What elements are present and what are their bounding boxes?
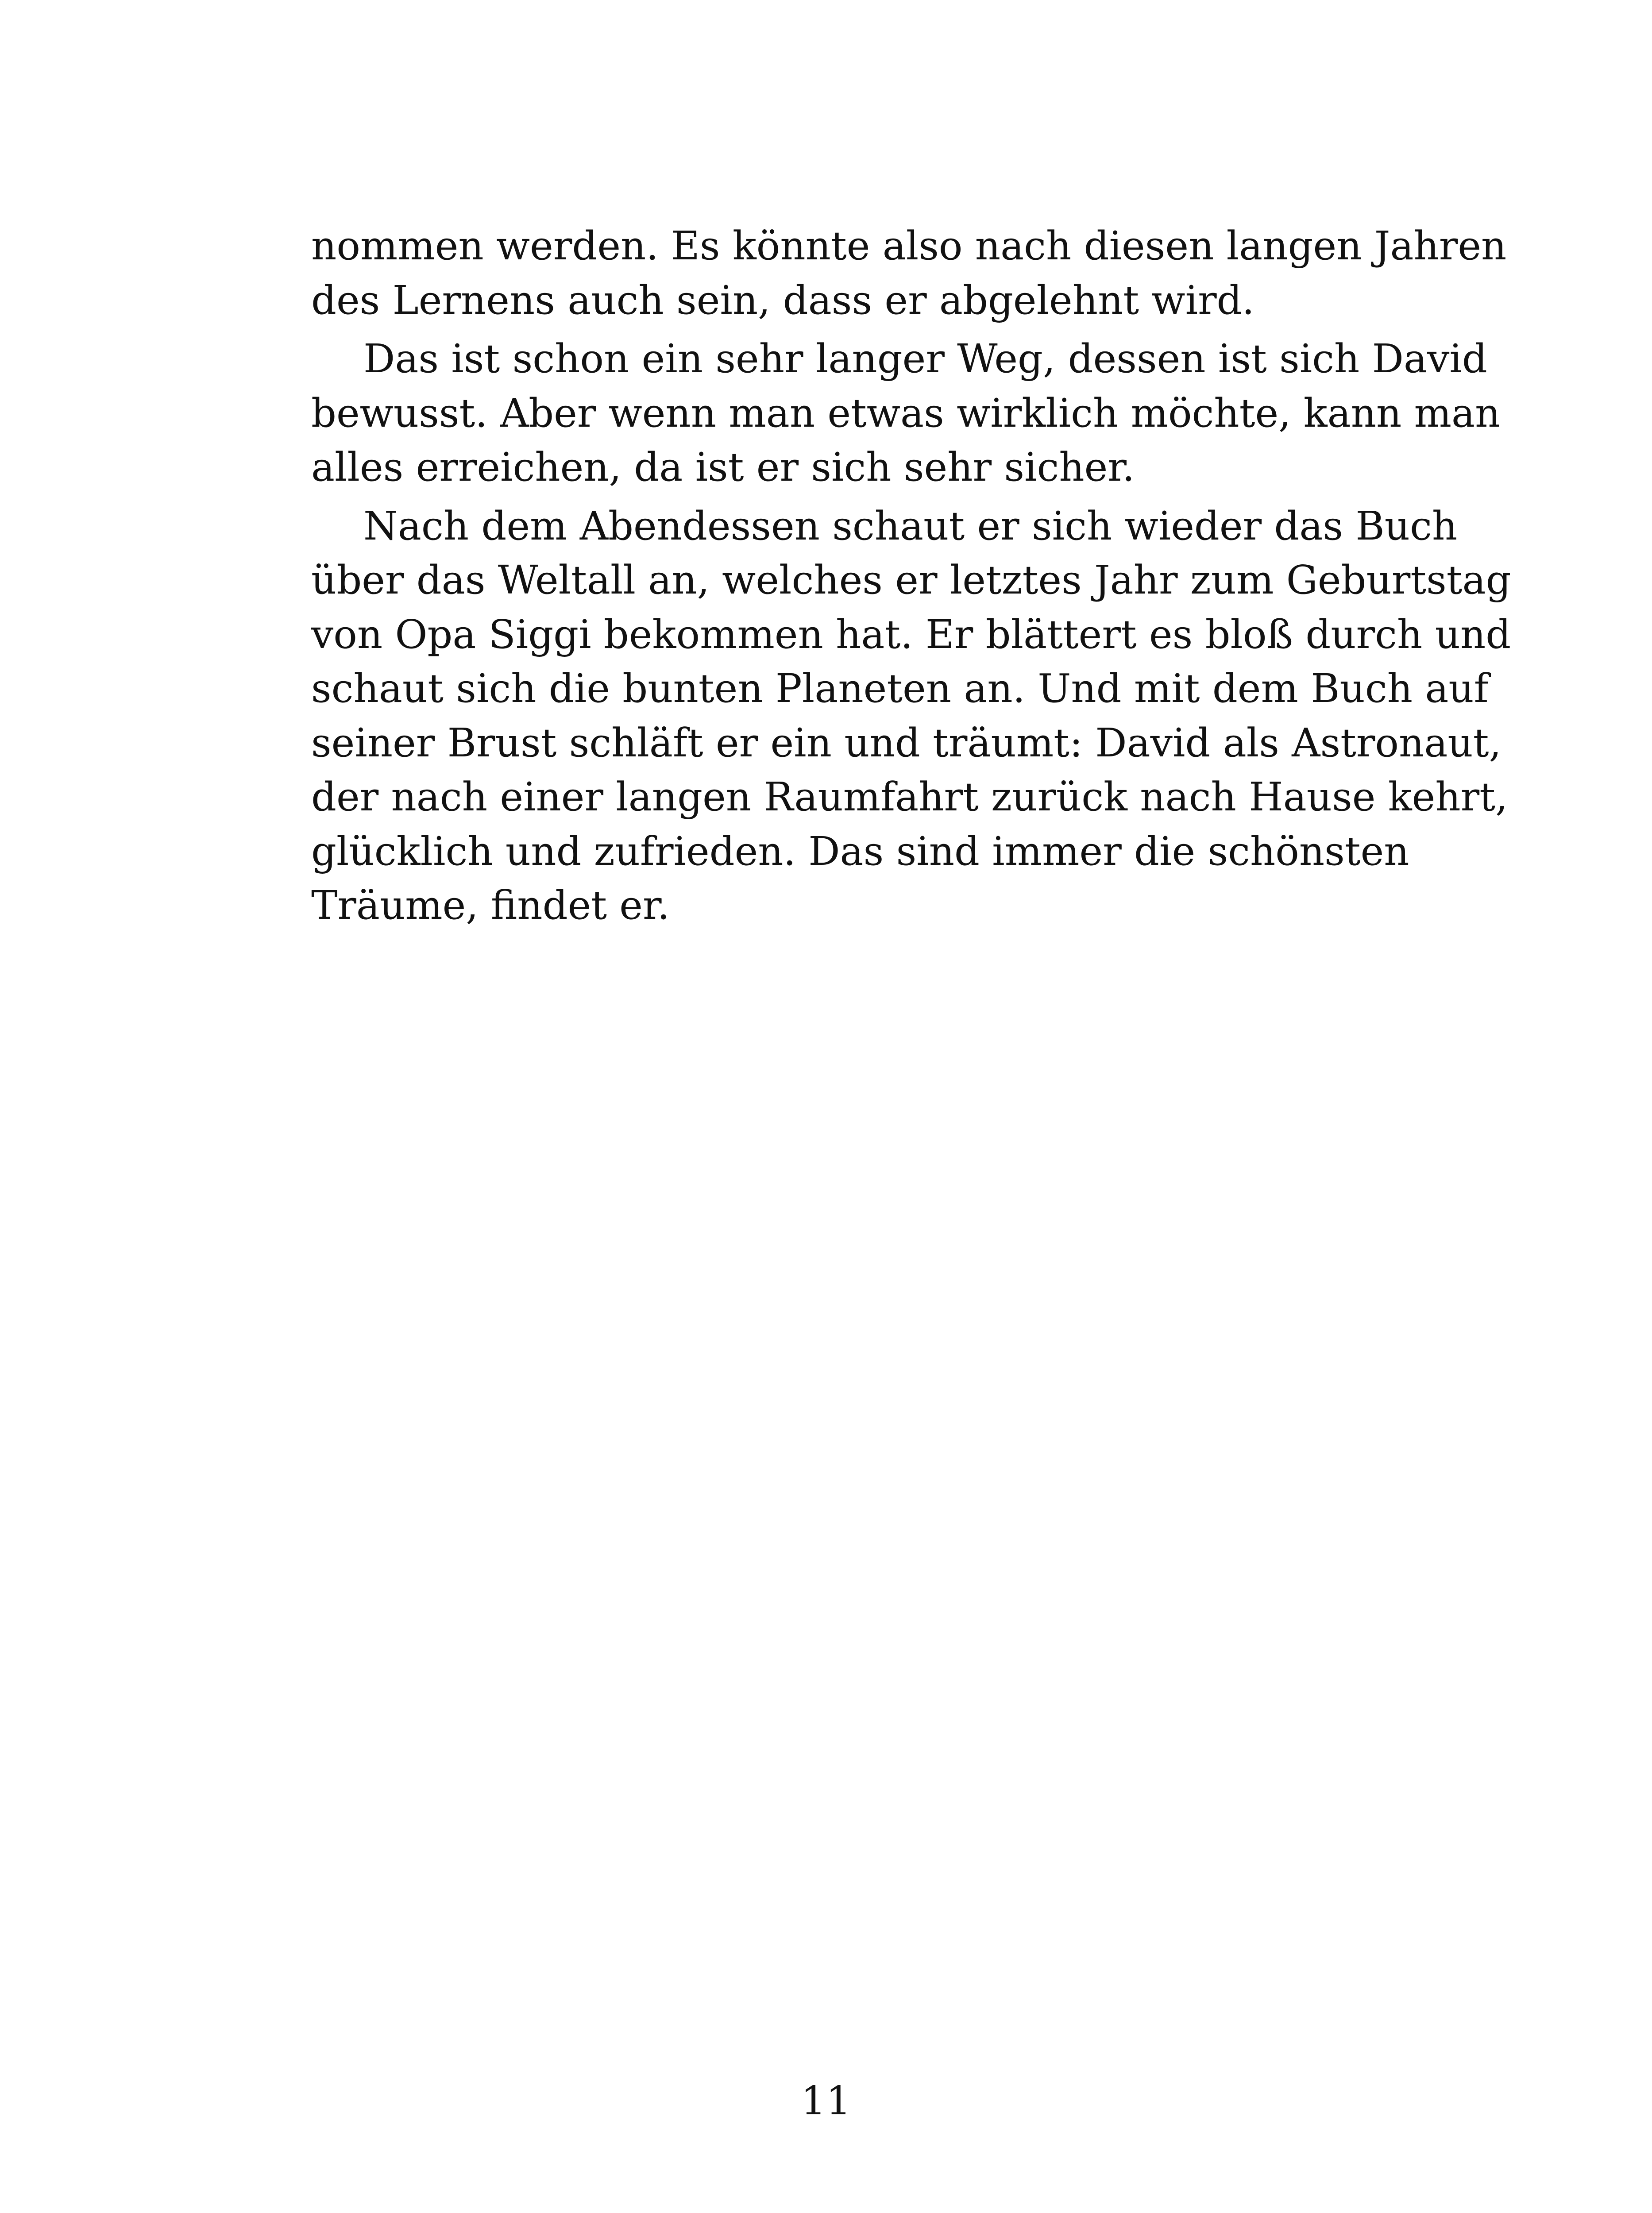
text-line: der nach einer langen Raumfahrt zurück nach Hause kehrt, [311,774,1508,820]
text-line: über das Weltall an, welches er letztes Jahr zum Geburtstag [311,557,1511,603]
body-text [311,219,1511,933]
text-line: des Lernens auch sein, dass er abgelehnt wird. [311,277,1254,323]
paragraph-2 [311,332,1501,494]
text-line: Nach dem Abendessen schaut er sich wieder das Buch [363,502,1458,549]
text-line: schaut sich die bunten Planeten an. Und mit dem Buch auf [311,665,1489,711]
paragraph-1 [311,219,1507,327]
text-line: Das ist schon ein sehr langer Weg, dessen ist sich David [363,335,1487,382]
text-line: Träume, findet er. [311,882,670,928]
text-line: glücklich und zufrieden. Das sind immer die schönsten [311,828,1409,874]
page-number: 11 [801,2078,851,2124]
text-line: von Opa Siggi bekommen hat. Er blättert es bloß durch und [311,611,1511,657]
text-line: nommen werden. Es könnte also nach diesen langen Jahren [311,223,1507,269]
text-line: seiner Brust schläft er ein und träumt: David als Astronaut, [311,719,1501,766]
text-line: bewusst. Aber wenn man etwas wirklich möchte, kann man [311,389,1501,436]
text-line: alles erreichen, da ist er sich sehr sicher. [311,444,1135,490]
paragraph-3 [311,499,1511,933]
